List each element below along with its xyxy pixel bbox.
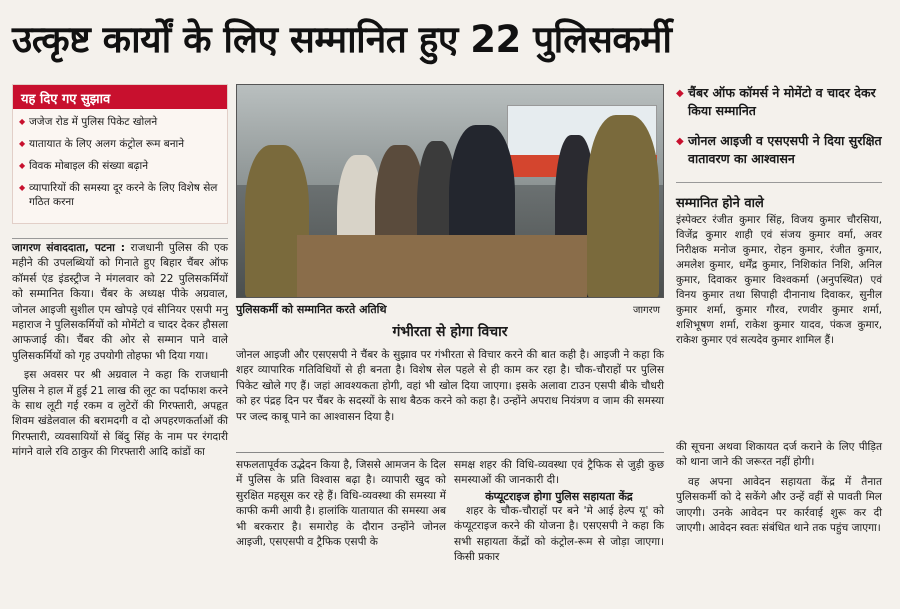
caption-text: पुलिसकर्मी को सम्मानित करते अतिथि bbox=[236, 303, 387, 316]
tips-list bbox=[13, 109, 227, 209]
mid-article-text: जोनल आइजी और एसएसपी ने चैंबर के सुझाव पर गंभीरता से विचार करने की बात कही है। आइजी ने कहा कि शहर व्यापारिक गतिविधियों से ही बनता है। विशेष सेल पहले से ही काम कर रहा है। चौक-चौराहों पर पुलिस पिकेट खोले गए हैं। जहां आवश्यकता होगी, वहां भी खोल दिया जाएगा। इसके अलावा टाउन एसपी बीके चौधरी को हर पंद्रह दिन पर चैंबर के सदस्यों के साथ बैठक करने को कहा है। उन्होंने अपराध नियंत्रण व जाम की समस्या पर जल्द काबू पाने का आश्वासन दिया है। bbox=[236, 349, 664, 423]
photo-table bbox=[297, 235, 587, 298]
news-photo bbox=[236, 84, 664, 298]
left-para-2: इस अवसर पर श्री अग्रवाल ने कहा कि राजधानी पुलिस ने हाल में हुई 21 लाख की लूट का पर्दाफाश करने के साथ लूटी गई रकम व लुटेरों की गिरफ्तारी, अपहृत शिवम खंडेलवाल की बरामदगी व दो अपहरणकर्ताओं की गिरफ्तारी, व्यवसायियों से बिंदु सिंह के नाम पर रंगदारी मांगने वाले रवि ठाकुर की गिरफ्तारी आदि कांडों का bbox=[12, 369, 228, 459]
highlight-bullet-2: ◆ जोनल आइजी व एसएसपी ने दिया सुरक्षित वातावरण का आश्वासन bbox=[676, 132, 882, 168]
highlight-bullet-1: ◆ चैंबर ऑफ कॉमर्स ने मोमेंटो व चादर देकर किया सम्मानित bbox=[676, 84, 882, 120]
mid-col2-para-1: समक्ष शहर की विधि-व्यवस्था एवं ट्रैफिक से जुड़ी कुछ समस्याओं की जानकारी दी। bbox=[454, 459, 664, 487]
left-para-1-text: राजधानी पुलिस की एक महीने की उपलब्धियों को गिनाते हुए बिहार चैंबर ऑफ कॉमर्स एंड इंडस्ट्रीज ने मंगलवार को 22 पुलिसकर्मियों को सम्मानित किया। चैंबर के अध्यक्ष पीके अग्रवाल, जोनल आइजी सुशील एम खोपड़े एवं सीनियर एसपी मनु महाराज ने पुलिसकर्मियों को मोमेंटो व चादर देकर हौसला आफजाई की। चैंबर की ओर से सम्मान पाने वाले पुलिसकर्मियों को गृह उपयोगी तोहफा भी दिया गया। bbox=[12, 242, 229, 362]
mid-column-2 bbox=[454, 458, 664, 565]
tips-header: यह दिए गए सुझाव bbox=[13, 85, 227, 109]
dateline: जागरण संवाददाता, पटना : bbox=[12, 242, 125, 254]
left-column bbox=[12, 84, 228, 461]
tip-item: ◆ व्यापारियों की समस्या दूर करने के लिए विशेष सेल गठित करना bbox=[19, 181, 221, 209]
right-column-lower bbox=[676, 440, 882, 536]
policeman-figure bbox=[587, 115, 659, 298]
honored-list: इंस्पेक्टर रंजीत कुमार सिंह, विजय कुमार चौरसिया, विजेंद्र कुमार शाही एवं संजय कुमार वर्मा, अवर निरीक्षक मनोज कुमार, रोहन कुमार, रंजीत कुमार, अमलेश कुमार, धर्मेंद्र कुमार, निशिकांत निशि, अनिल कुमार, दिवाकर कुमार विश्वकर्मा (अनुपस्थित) एवं विनय कुमार तथा सिपाही दीनानाथ दिवाकर, सुनील कुमार शर्मा, कुमार गौरव, रणवीर कुमार शर्मा, शशिभूषण शर्मा, राकेश कुमार यादव, पंकज कुमार, राकेश कुमार एवं सत्यदेव कुमार शामिल हैं। bbox=[676, 214, 882, 346]
subhead: गंभीरता से होगा विचार bbox=[392, 324, 508, 340]
photo-credit: जागरण bbox=[633, 305, 660, 316]
tip-item: ◆ जजेज रोड में पुलिस पिकेट खोलने bbox=[19, 115, 221, 129]
right-column bbox=[676, 84, 882, 348]
photo-caption bbox=[236, 302, 664, 318]
tip-item: ◆ विवक मोबाइल की संख्या बढ़ाने bbox=[19, 159, 221, 173]
honored-title: सम्मानित होने वाले bbox=[676, 182, 882, 211]
headline: उत्कृष्ट कार्यों के लिए सम्मानित हुए 22 पुलिसकर्मी bbox=[12, 18, 672, 61]
left-para-1 bbox=[12, 241, 228, 364]
divider bbox=[236, 452, 664, 453]
right-para-1: की सूचना अथवा शिकायत दर्ज कराने के लिए पीड़ित को थाना जाने की जरूरत नहीं होगी। bbox=[676, 441, 882, 469]
mid-col2-subhead: कंप्यूटराइज होगा पुलिस सहायता केंद्र bbox=[485, 489, 633, 503]
tips-box bbox=[12, 84, 228, 224]
mid-col2-para-2: शहर के चौक-चौराहों पर बने 'मे आई हेल्प यू' को कंप्यूटराइज करने की योजना है। एसएसपी ने कहा कि सभी सहायता केंद्रों को कंट्रोल-रूम से जोड़ा जाएगा। किसी प्रकार bbox=[454, 504, 664, 564]
right-para-2: वह अपना आवेदन सहायता केंद्र में तैनात पुलिसकर्मी को दे सकेंगे और उन्हें वहीं से पावती मिल जाएगी। उनके आवेदन पर कार्रवाई शुरू कर दी जाएगी। आवेदन स्वतः संबंधित थाने तक पहुंच जाएगा। bbox=[676, 475, 882, 535]
tip-item: ◆ यातायात के लिए अलग कंट्रोल रूम बनाने bbox=[19, 137, 221, 151]
left-article-body bbox=[12, 238, 228, 461]
mid-column-1: सफलतापूर्वक उद्भेदन किया है, जिससे आमजन के दिल में पुलिस के प्रति विश्वास बढ़ा है। व्यापारी खुद को सुरक्षित महसूस कर रहे हैं। विधि-व्यवस्था की समस्या में काफी कमी आयी है। हालांकि यातायात की समस्या अब भी बरकरार है। समारोह के दौरान उन्होंने जोनल आइजी, एसएसपी व ट्रैफिक एसपी के bbox=[236, 459, 446, 549]
